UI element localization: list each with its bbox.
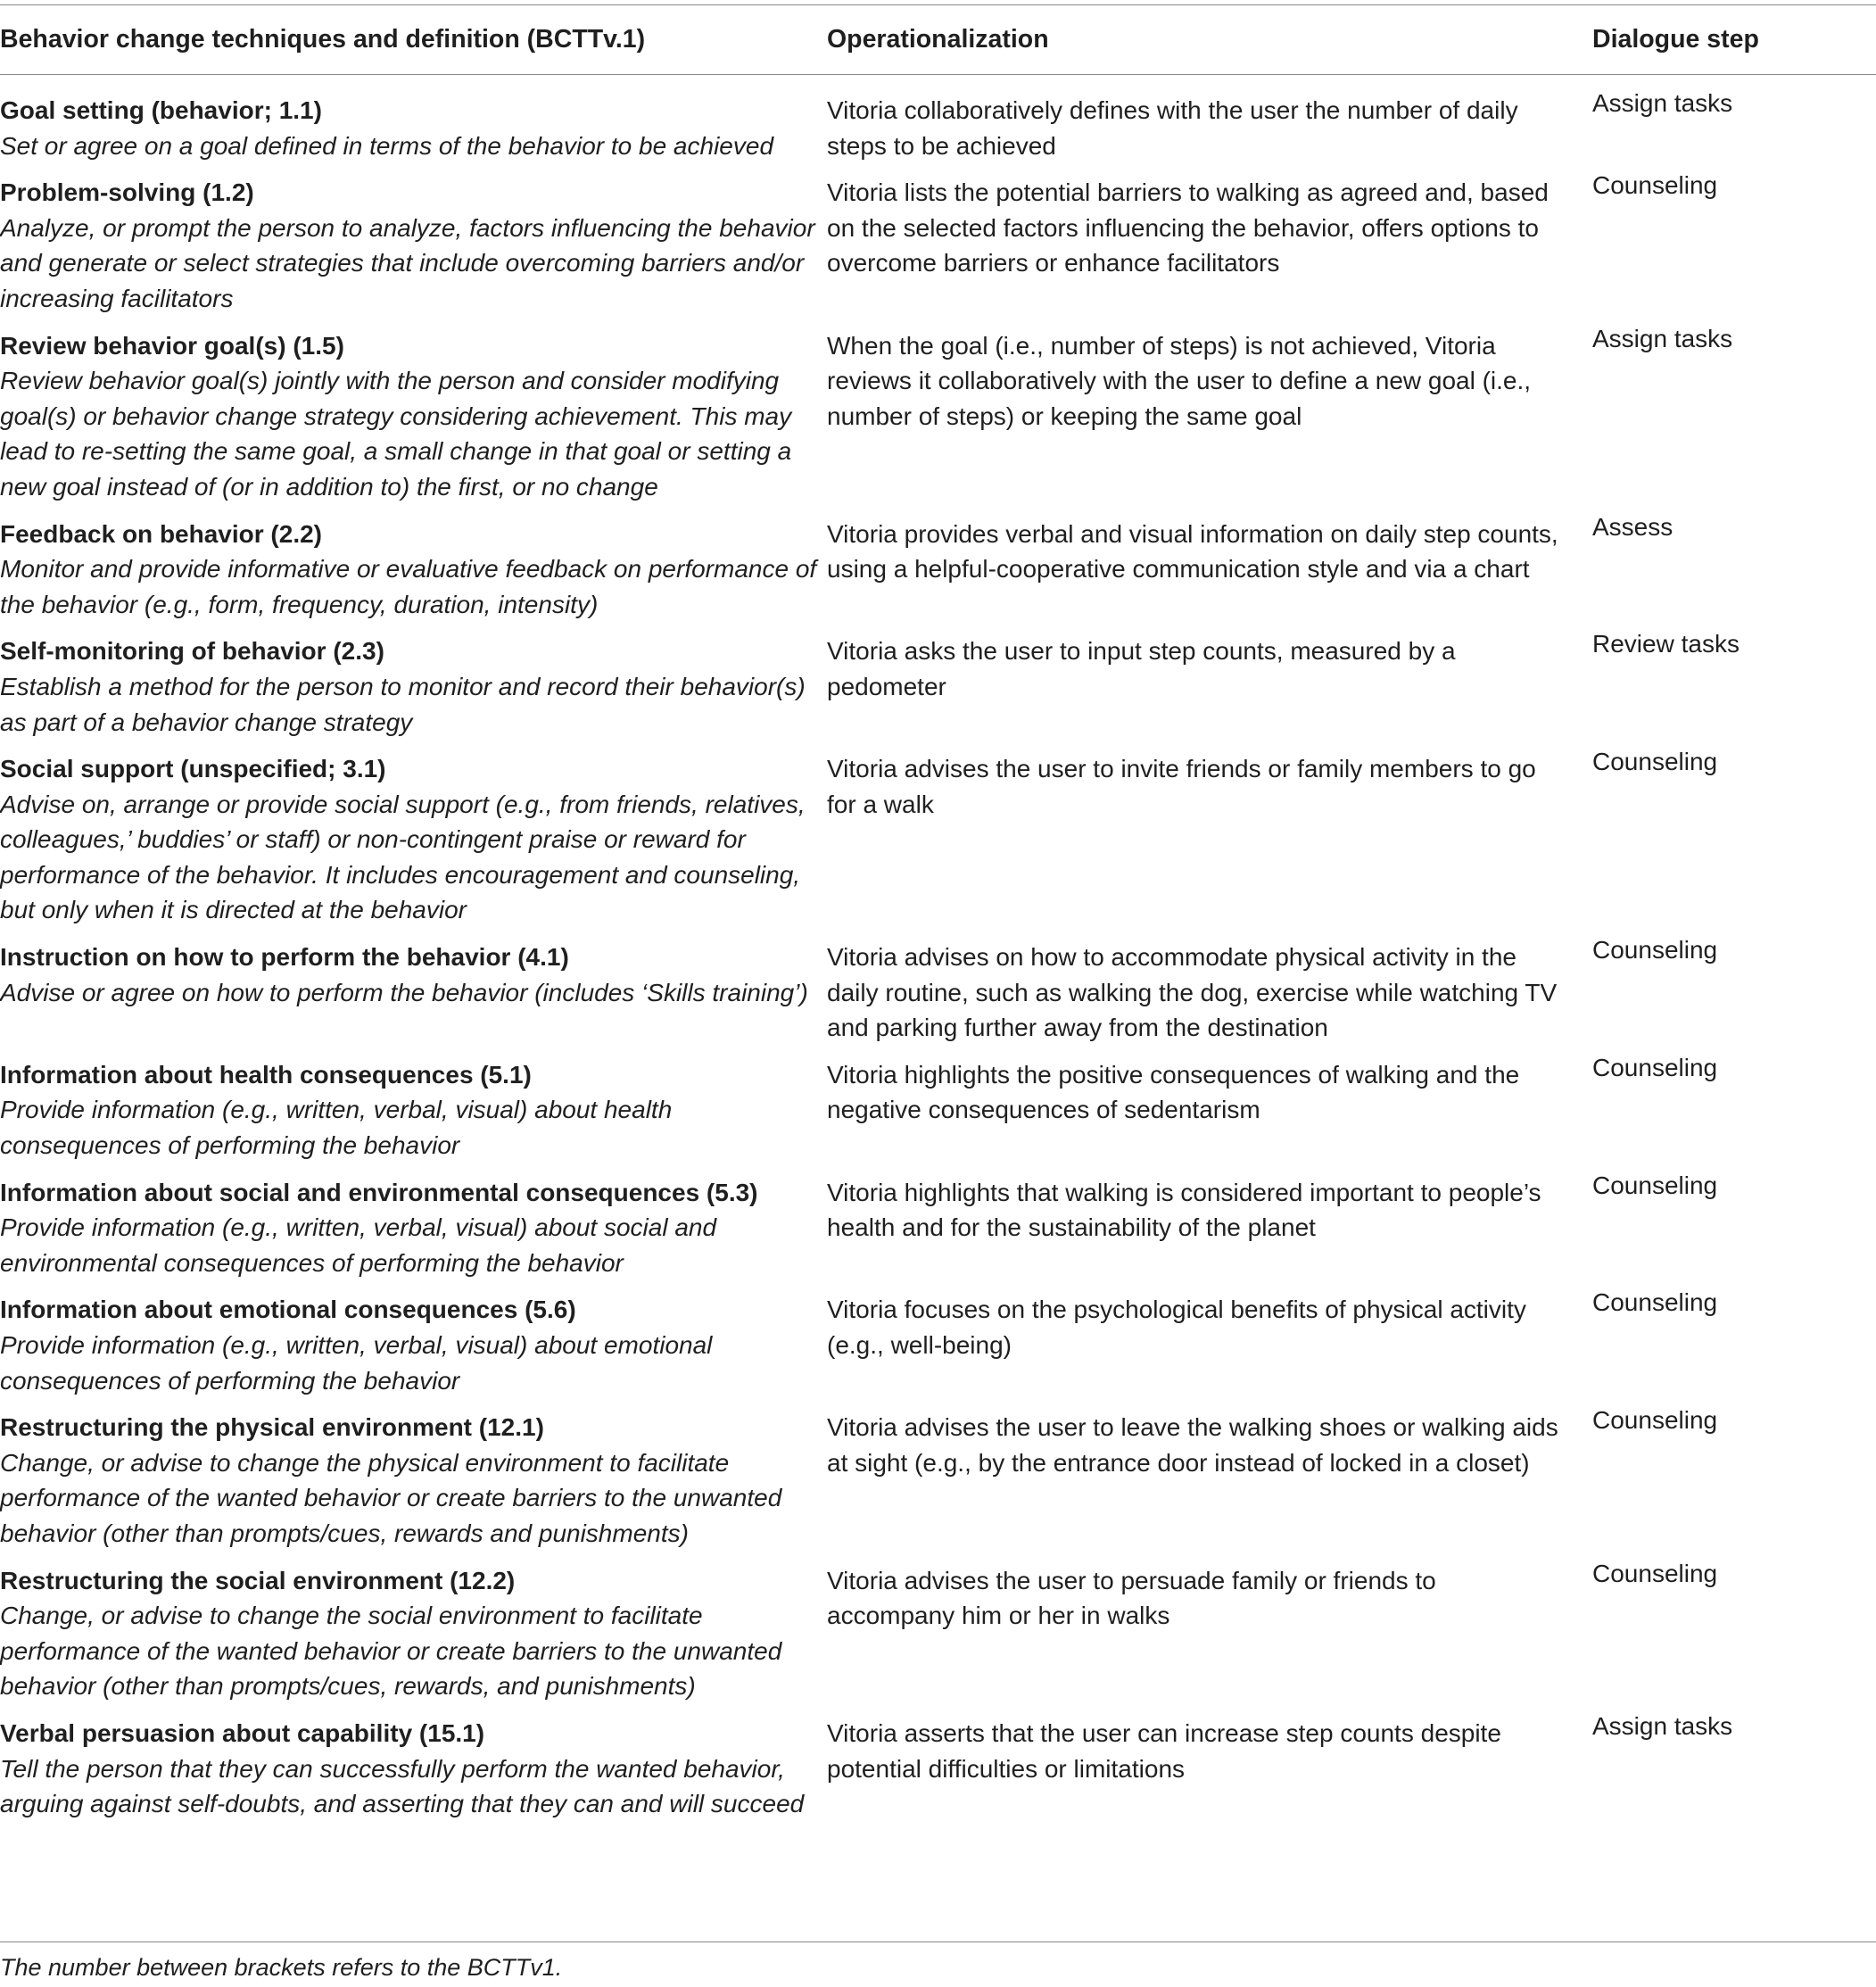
table-row: [0, 630, 1876, 740]
dialogue-step-cell: Counseling: [1592, 1171, 1718, 1199]
table-row: [0, 1559, 1876, 1704]
operationalization-cell: [827, 175, 1576, 281]
dialogue-step-cell: Counseling: [1592, 1288, 1718, 1317]
technique-title: Social support (unspecified; 3.1): [0, 755, 386, 783]
operationalization-cell: [827, 1410, 1576, 1480]
operationalization-text: Vitoria collaboratively defines with the user the number of daily steps to be achieved: [827, 96, 1518, 160]
technique-title: Goal setting (behavior; 1.1): [0, 96, 322, 124]
technique-definition: Tell the person that they can successfully perform the wanted behavior, arguing against self-doubts, and asserting that they can and will succeed: [0, 1754, 805, 1818]
technique-title: Self-monitoring of behavior (2.3): [0, 637, 384, 666]
operationalization-cell: [827, 751, 1576, 822]
header-operationalization: Operationalization: [827, 25, 1049, 54]
operationalization-text: Vitoria provides verbal and visual information on daily step counts, using a helpful-cooperative communication style and via a chart: [827, 519, 1558, 584]
operationalization-text: Vitoria advises on how to accommodate physical activity in the daily routine, such as walking the dog, exercise while watching TV and parking further away from the destination: [827, 943, 1558, 1042]
table-body: [0, 89, 1876, 1834]
technique-definition: Provide information (e.g., written, verbal, visual) about health consequences of performing the behavior: [0, 1096, 673, 1160]
technique-definition: Review behavior goal(s) jointly with the person and consider modifying goal(s) or behavior change strategy considering achievement. This may lead to re-setting the same goal, a small change in that goal or setting a new goal instead of (or in addition to) the first, or no change: [0, 367, 792, 501]
technique-title: Instruction on how to perform the behavior (4.1): [0, 943, 569, 972]
technique-title: Information about social and environmental consequences (5.3): [0, 1178, 758, 1206]
table-bottom-rule: [0, 1941, 1876, 1942]
dialogue-step-cell: Counseling: [1592, 1053, 1718, 1081]
technique-definition: Advise or agree on how to perform the behavior (includes ‘Skills training’): [0, 978, 808, 1006]
table-row: [0, 1053, 1876, 1163]
table-footnote: The number between brackets refers to the BCTTv1.: [0, 1954, 563, 1981]
operationalization-text: Vitoria asserts that the user can increase step counts despite potential difficulties or limitations: [827, 1718, 1501, 1783]
technique-cell: [0, 633, 827, 740]
table-row: [0, 936, 1876, 1046]
technique-title: Restructuring the physical environment (12.1): [0, 1413, 544, 1442]
technique-title: Information about emotional consequences (5.6): [0, 1296, 576, 1324]
technique-title: Feedback on behavior (2.2): [0, 519, 322, 548]
technique-cell: [0, 1716, 827, 1822]
technique-cell: [0, 328, 827, 505]
header-technique: Behavior change techniques and definition (BCTTv.1): [0, 25, 646, 54]
technique-cell: [0, 751, 827, 928]
technique-title: Information about health consequences (5.1): [0, 1060, 532, 1089]
technique-cell: [0, 517, 827, 623]
dialogue-step-cell: Counseling: [1592, 748, 1718, 776]
operationalization-cell: [827, 93, 1576, 163]
technique-title: Review behavior goal(s) (1.5): [0, 331, 344, 360]
dialogue-step-cell: Review tasks: [1592, 630, 1740, 658]
table-row: [0, 512, 1876, 623]
technique-definition: Establish a method for the person to monitor and record their behavior(s) as part of a behavior change strategy: [0, 672, 806, 736]
table-row: [0, 324, 1876, 505]
dialogue-step-cell: Counseling: [1592, 936, 1718, 965]
technique-title: Problem-solving (1.2): [0, 178, 254, 207]
operationalization-cell: [827, 1175, 1576, 1246]
table-row: [0, 1711, 1876, 1822]
dialogue-step-cell: Assign tasks: [1592, 1711, 1733, 1740]
table-top-rule: [0, 4, 1876, 5]
technique-cell: [0, 175, 827, 316]
technique-definition: Advise on, arrange or provide social support (e.g., from friends, relatives, colleagues,’ buddies’ or staff) or non-contingent praise or reward for performance of the behavior. It includes encouragement and counseling, but only when it is directed at the behavior: [0, 790, 806, 924]
operationalization-text: Vitoria advises the user to invite friends or family members to go for a walk: [827, 755, 1536, 818]
technique-cell: [0, 1563, 827, 1704]
table-row: [0, 89, 1876, 163]
technique-cell: [0, 1410, 827, 1551]
operationalization-text: Vitoria highlights the positive consequences of walking and the negative consequences of sedentarism: [827, 1060, 1520, 1124]
header-dialogue-step: Dialogue step: [1592, 25, 1759, 54]
technique-definition: Change, or advise to change the social environment to facilitate performance of the wanted behavior or create barriers to the unwanted behavior (other than prompts/cues, rewards, and punishments): [0, 1602, 782, 1701]
table-row: [0, 1406, 1876, 1551]
technique-definition: Provide information (e.g., written, verbal, visual) about social and environmental consequences of performing the behavior: [0, 1213, 717, 1277]
operationalization-cell: [827, 1057, 1576, 1128]
operationalization-text: Vitoria advises the user to persuade family or friends to accompany him or her in walks: [827, 1566, 1436, 1630]
dialogue-step-cell: Counseling: [1592, 1406, 1718, 1435]
technique-definition: Analyze, or prompt the person to analyze, factors influencing the behavior and generate or select strategies that include overcoming barriers and/or increasing facilitators: [0, 213, 815, 312]
operationalization-cell: [827, 1716, 1576, 1786]
operationalization-cell: [827, 1292, 1576, 1362]
technique-definition: Monitor and provide informative or evaluative feedback on performance of the behavior (e.g., form, frequency, duration, intensity): [0, 555, 817, 618]
operationalization-cell: [827, 517, 1576, 587]
technique-cell: [0, 1057, 827, 1163]
operationalization-cell: [827, 328, 1576, 435]
technique-cell: [0, 93, 827, 163]
operationalization-cell: [827, 633, 1576, 704]
operationalization-text: When the goal (i.e., number of steps) is not achieved, Vitoria reviews it collaboratively with the user to define a new goal (i.e., number of steps) or keeping the same goal: [827, 331, 1532, 430]
operationalization-text: Vitoria lists the potential barriers to walking as agreed and, based on the selected factors influencing the behavior, offers options to overcome barriers or enhance facilitators: [827, 178, 1549, 277]
technique-title: Verbal persuasion about capability (15.1): [0, 1718, 485, 1747]
table-header-rule: [0, 74, 1876, 75]
technique-definition: Set or agree on a goal defined in terms of the behavior to be achieved: [0, 131, 774, 160]
technique-definition: Change, or advise to change the physical environment to facilitate performance of the wanted behavior or create barriers to the unwanted behavior (other than prompts/cues, rewards and punishments): [0, 1448, 782, 1547]
dialogue-step-cell: Counseling: [1592, 171, 1718, 200]
dialogue-step-cell: Assess: [1592, 512, 1674, 541]
operationalization-text: Vitoria advises the user to leave the walking shoes or walking aids at sight (e.g., by the entrance door instead of locked in a closet): [827, 1413, 1558, 1477]
operationalization-cell: [827, 1563, 1576, 1634]
technique-cell: [0, 940, 827, 1010]
table-row: [0, 1171, 1876, 1281]
operationalization-text: Vitoria highlights that walking is considered important to people’s health and for the sustainability of the planet: [827, 1178, 1541, 1242]
dialogue-step-cell: Assign tasks: [1592, 324, 1733, 352]
table-row: [0, 1288, 1876, 1398]
dialogue-step-cell: Counseling: [1592, 1559, 1718, 1587]
operationalization-text: Vitoria asks the user to input step counts, measured by a pedometer: [827, 637, 1456, 700]
table-row: [0, 171, 1876, 316]
technique-cell: [0, 1175, 827, 1281]
technique-definition: Provide information (e.g., written, verbal, visual) about emotional consequences of performing the behavior: [0, 1331, 713, 1395]
dialogue-step-cell: Assign tasks: [1592, 89, 1733, 117]
operationalization-text: Vitoria focuses on the psychological benefits of physical activity (e.g., well-being): [827, 1296, 1526, 1359]
technique-title: Restructuring the social environment (12.2): [0, 1566, 516, 1594]
table-row: [0, 748, 1876, 928]
operationalization-cell: [827, 940, 1576, 1046]
technique-cell: [0, 1292, 827, 1398]
